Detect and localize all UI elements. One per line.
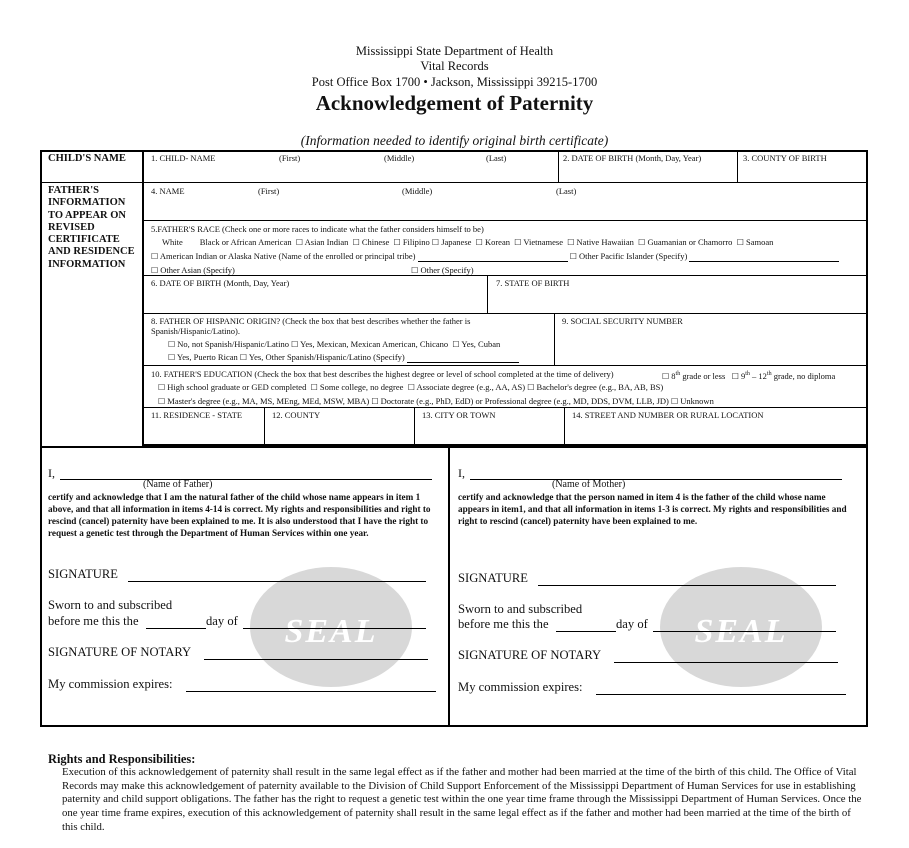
father-dob-label: 6. DATE OF BIRTH (Month, Day, Year) [151,278,290,288]
checkbox-icon[interactable]: ☐ [393,238,401,247]
hispanic-option-row [168,352,519,363]
asian-input[interactable] [237,275,409,276]
rule [487,275,488,314]
child-dob-label: 2. DATE OF BIRTH (Month, Day, Year) [563,153,702,163]
residence-state-label: 11. RESIDENCE - STATE [151,410,243,420]
rule [142,407,868,408]
mother-ack-text: certify and acknowledge that the person named in item 4 is the father of the child whose name appears in item1, and that all information in items 1-3 is correct. My rights and responsibilities and right to rescind (cancel) paternity have been explained to me. [458,492,847,526]
rule [737,150,738,183]
edu-some-college[interactable]: Some college, no degree [319,382,404,392]
checkbox-icon[interactable]: ☐ [514,238,522,247]
mother-commission-label: My commission expires: [458,680,583,694]
residence-county-label: 12. COUNTY [272,410,321,420]
checkbox-icon[interactable]: ☐ [158,397,166,406]
mother-signature-label: SIGNATURE [458,571,528,585]
race-guamanian[interactable]: Guamanian or Chamorro [647,237,733,247]
race-black[interactable]: Black or African American [199,237,292,247]
race-korean[interactable]: Korean [484,237,510,247]
hispanic-label: 8. FATHER OF HISPANIC ORIGIN? (Check the box that best describes whether the father is [151,316,471,326]
pacific-input[interactable] [689,261,839,262]
race-label: 5.FATHER'S RACE (Check one or more races to indicate what the father considers himself to be) [151,224,484,234]
rule [554,313,555,366]
rights-body: Execution of this acknowledgement of paternity shall result in the same legal effect as if the father and mother had been married at the time of the birth of this child. The Office of Vital Records may make this acknowledgement of paternity available to the Division of Child Support Enforcement of the Mississippi Department of Human Services for use in establishing paternity and child support obligations. The father has the right to request a genetic test within the one year time frame through the Mississippi Department of Human Services. Once the one year time frame expires, execution of this acknowledgement of paternity shall result in the same legal effect as if the father and mother had been married at the time of the birth of this child. [62,766,862,833]
edu-bachelor[interactable]: Bachelor's degree (e.g., BA, AB, BS) [536,382,664,392]
hisp-other-input[interactable] [407,362,519,363]
race-japanese[interactable]: Japanese [441,237,472,247]
race-option-row [151,265,474,276]
rule [264,407,265,446]
rule [564,407,565,446]
edu-unknown[interactable]: Unknown [680,396,714,406]
rule [40,150,144,152]
agency-address: Post Office Box 1700 • Jackson, Mississippi 39215-1700 [311,75,598,89]
father-signature-label: SIGNATURE [48,567,118,581]
education-option-row [158,382,663,393]
checkbox-icon[interactable]: ☐ [452,340,460,349]
father-notary-label: SIGNATURE OF NOTARY [48,645,192,659]
race-white[interactable]: White [162,237,183,247]
child-middle-caption: (Middle) [384,153,415,163]
rights-heading: Rights and Responsibilities: [48,752,196,766]
checkbox-icon[interactable]: ☐ [158,383,166,392]
hisp-mexican[interactable]: Yes, Mexican, Mexican American, Chicano [300,339,449,349]
mother-signature-line[interactable] [538,585,836,586]
residence-street-label: 14. STREET AND NUMBER OR RURAL LOCATION [572,410,764,420]
seal-text: SEAL [694,613,788,650]
race-samoan[interactable]: Samoan [745,237,774,247]
mother-month-input[interactable] [653,631,836,632]
hisp-other[interactable]: Yes, Other Spanish/Hispanic/Latino (Specify) [248,352,405,362]
checkbox-icon[interactable]: ☐ [352,238,360,247]
race-chinese[interactable]: Chinese [361,237,390,247]
education-grade-options [662,369,835,382]
father-sworn-label: Sworn to and subscribed [48,598,173,612]
child-first-caption: (First) [279,153,301,163]
mother-i-label: I, [458,466,465,480]
rule [414,407,415,446]
mother-name-caption: (Name of Mother) [552,479,626,490]
father-day-of-label: day of [206,614,238,628]
edu-master[interactable]: Master's degree (e.g., MA, MS, MEng, MEd, MSW, MBA) [167,396,370,406]
father-seal [250,567,412,687]
checkbox-icon[interactable]: ☐ [168,340,176,349]
form-subtitle: (Information needed to identify original birth certificate) [300,133,609,148]
mother-day-input[interactable] [556,631,616,632]
checkbox-icon[interactable]: ☐ [527,383,535,392]
residence-city-label: 13. CITY OR TOWN [422,410,496,420]
father-notary-line[interactable] [204,659,428,660]
race-other-pacific[interactable]: Other Pacific Islander (Specify) [579,251,688,261]
father-name-input[interactable] [60,479,432,480]
father-last-caption: (Last) [556,186,577,196]
father-name-label: 4. NAME [151,186,185,196]
mother-name-input[interactable] [470,479,842,480]
checkbox-icon[interactable]: ☐ [295,238,304,247]
father-commission-label: My commission expires: [48,677,173,691]
checkbox-icon[interactable]: ☐ [168,353,176,362]
race-vietnamese[interactable]: Vietnamese [523,237,563,247]
race-other-asian[interactable]: Other Asian (Specify) [160,265,235,275]
edu-9-12[interactable]: 9th – 12th grade, no diploma [740,370,836,381]
agency-name: Mississippi State Department of Health [355,44,554,58]
checkbox-icon[interactable]: ☐ [638,238,646,247]
father-before-me-label: before me this the [48,614,139,628]
father-ack-text: certify and acknowledge that I am the natural father of the child whose name appears in item 1 above, and that all information in items 4-14 is correct. My rights and responsibilities and right to rescind (cancel) paternity have been explained to me. It is also understood that I have the right to request a genetic test through the Department of Human Services within one year. [48,492,431,538]
father-signature-line[interactable] [128,581,426,582]
father-first-caption: (First) [258,186,280,196]
education-option-row [158,396,714,407]
checkbox-icon[interactable]: ☐ [569,252,577,261]
checkbox-icon[interactable]: ☐ [151,252,159,261]
race-american-indian[interactable]: American Indian or Alaska Native (Name of the enrolled or principal tribe) [159,251,416,261]
edu-hs[interactable]: High school graduate or GED completed [167,382,307,392]
rule [142,365,868,366]
rule [558,150,559,183]
form-title: Acknowledgement of Paternity [315,91,594,115]
edu-8th[interactable]: 8th grade or less [671,370,726,381]
father-i-label: I, [48,466,55,480]
hisp-puerto-rican[interactable]: Yes, Puerto Rican [176,352,238,362]
checkbox-icon[interactable]: ☐ [475,238,483,247]
rule [40,182,868,183]
tribe-input[interactable] [418,261,568,262]
checkbox-icon[interactable]: ☐ [310,383,318,392]
hisp-cuban[interactable]: Yes, Cuban [461,339,501,349]
child-last-caption: (Last) [486,153,507,163]
checkbox-icon[interactable]: ☐ [662,371,670,381]
father-name-caption: (Name of Father) [143,479,213,490]
seal-text: SEAL [284,613,378,650]
race-asian-indian[interactable]: Asian Indian [304,237,349,247]
race-option-row [151,251,839,262]
child-county-label: 3. COUNTY OF BIRTH [743,153,827,163]
father-day-input[interactable] [146,628,206,629]
hisp-no[interactable]: No, not Spanish/Hispanic/Latino [177,339,289,349]
section-childs-name: CHILD'S NAME [48,153,126,164]
checkbox-icon[interactable]: ☐ [407,383,415,392]
checkbox-icon[interactable]: ☐ [291,340,299,349]
race-other[interactable]: Other (Specify) [420,265,474,275]
mother-commission-line[interactable] [596,694,846,695]
mother-sworn-label: Sworn to and subscribed [458,602,583,616]
division-name: Vital Records [420,59,489,73]
hispanic-option-row [168,339,500,350]
child-name-label: 1. CHILD- NAME [151,153,216,163]
checkbox-icon[interactable]: ☐ [736,238,744,247]
checkbox-icon[interactable]: ☐ [151,266,159,275]
checkbox-icon[interactable]: ☐ [731,371,739,381]
mother-notary-label: SIGNATURE OF NOTARY [458,648,602,662]
mother-day-of-label: day of [616,617,648,631]
mother-notary-line[interactable] [614,662,838,663]
education-label: 10. FATHER'S EDUCATION (Check the box that best describes the highest degree or level of school completed at the time of delivery) [151,369,614,379]
edu-doctorate[interactable]: Doctorate (e.g., PhD, EdD) or Professional degree (e.g., MD, DDS, DVM, LLB, JD) [380,396,669,406]
father-state-label: 7. STATE OF BIRTH [496,278,570,288]
rule [142,220,868,221]
mother-before-me-label: before me this the [458,617,549,631]
rule [142,313,868,314]
hispanic-label-cont: Spanish/Hispanic/Latino). [151,326,241,336]
race-option-row [162,237,773,248]
checkbox-icon[interactable]: ☐ [239,353,248,362]
ssn-label: 9. SOCIAL SECURITY NUMBER [562,316,683,326]
rule [40,150,42,455]
section-father-info: FATHER'S INFORMATION TO APPEAR ON REVISED CERTIFICATE AND RESIDENCE INFORMATION [48,185,135,270]
checkbox-icon[interactable]: ☐ [431,238,440,247]
edu-associate[interactable]: Associate degree (e.g., AA, AS) [416,382,526,392]
race-filipino[interactable]: Filipino [402,237,430,247]
father-month-input[interactable] [243,628,426,629]
father-commission-line[interactable] [186,691,436,692]
checkbox-icon[interactable]: ☐ [671,397,679,406]
checkbox-icon[interactable]: ☐ [567,238,575,247]
father-middle-caption: (Middle) [402,186,433,196]
race-native-hawaiian[interactable]: Native Hawaiian [576,237,634,247]
checkbox-icon[interactable]: ☐ [371,397,379,406]
checkbox-icon[interactable]: ☐ [411,266,419,275]
